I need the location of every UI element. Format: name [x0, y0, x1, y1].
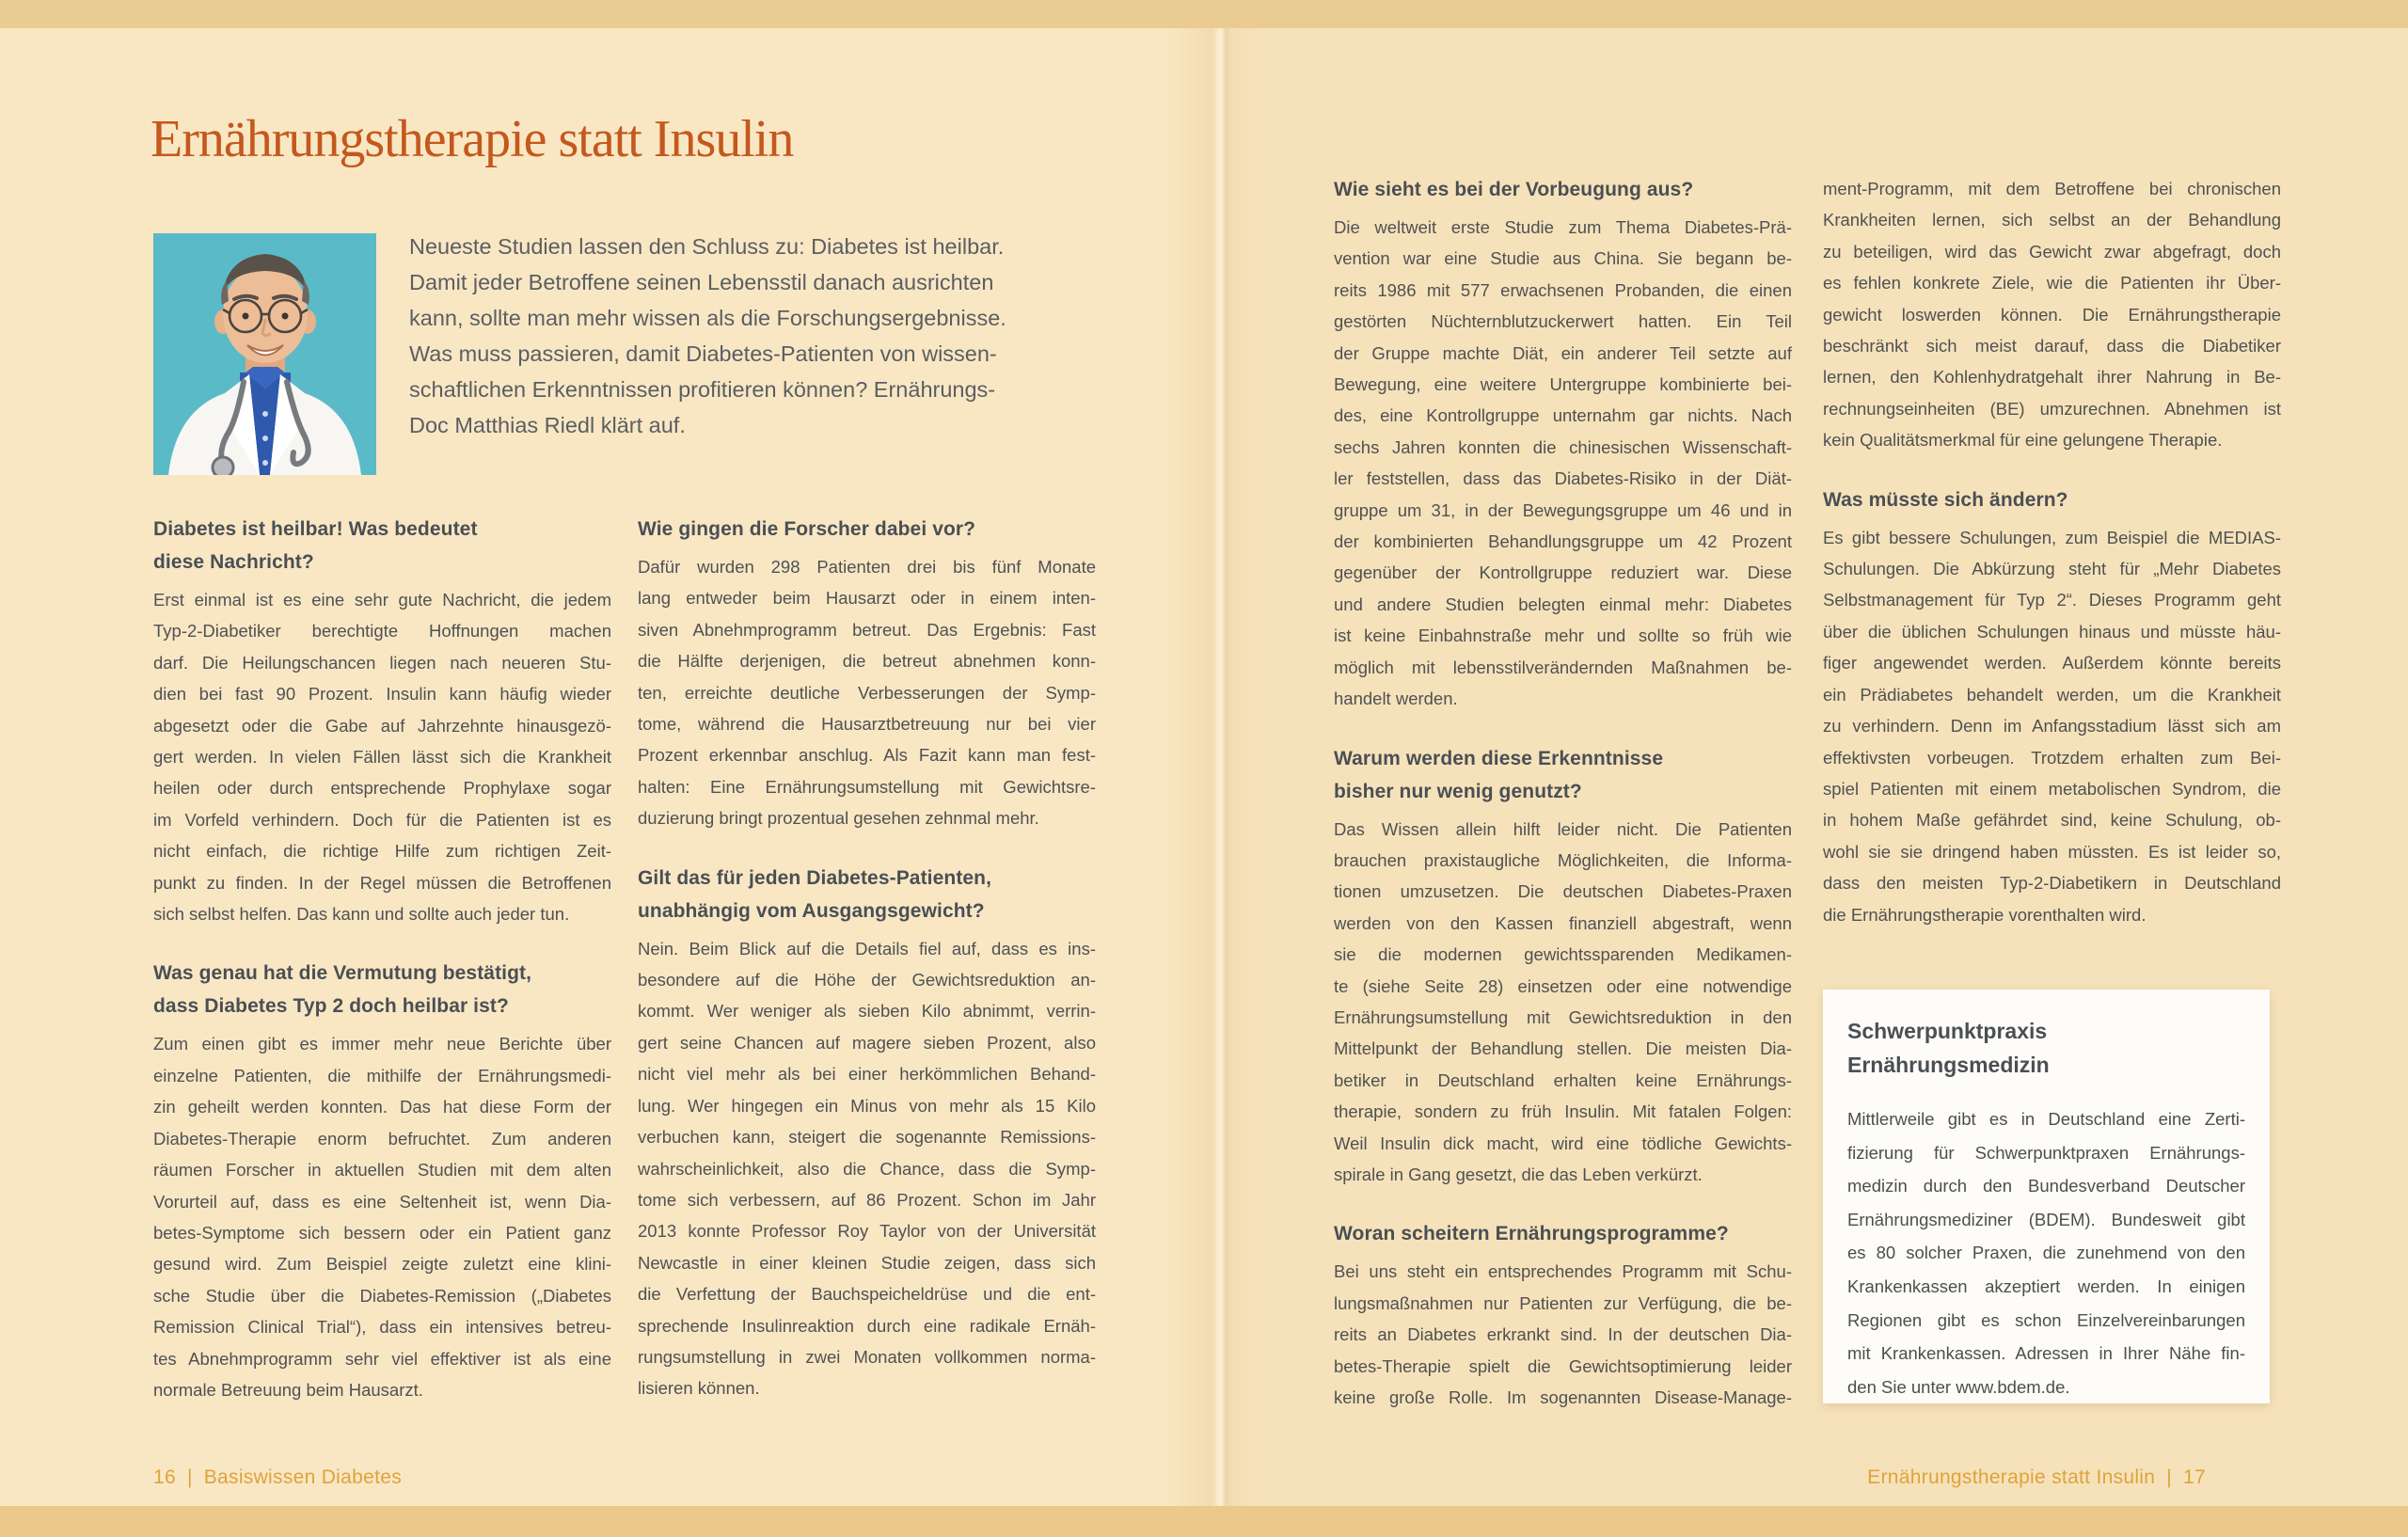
- text-line: punkt zu finden. In der Regel müssen die Betroffenen: [153, 872, 611, 893]
- article-title: Ernährungstherapie statt Insulin: [150, 110, 794, 168]
- section-heading: [1334, 173, 1792, 206]
- text-line: betes-Therapie spielt die Gewichtsoptimierung leider: [1334, 1355, 1792, 1376]
- text-line: ler feststellen, dass das Diabetes-Risiko in der Diät-: [1334, 468, 1792, 489]
- text-line: zu beteiligen, wird das Gewicht zwar abgefragt, doch: [1823, 241, 2281, 261]
- text-line: betiker in Deutschland erhalten keine Ernährungs-: [1334, 1070, 1792, 1090]
- text-line: siven Abnehmprogramm betreut. Das Ergebnis: Fast: [638, 619, 1096, 640]
- text-line: räumen Forscher in aktuellen Studien mit dem alten: [153, 1160, 611, 1180]
- text-line: rechnungseinheiten (BE) umzurechnen. Abnehmen ist: [1823, 398, 2281, 419]
- text-line: tes Abnehmprogramm sehr viel effektiver ist als eine: [153, 1348, 611, 1369]
- text-line: rungsumstellung in zwei Monaten vollkommen norma-: [638, 1346, 1096, 1367]
- heading-line: Was müsste sich ändern?: [1823, 488, 2068, 511]
- text-line: zin geheilt werden konnten. Das hat diese Form der: [153, 1097, 611, 1117]
- infobox-title-line: Schwerpunktpraxis: [1847, 1019, 2048, 1043]
- text-line: Erst einmal ist es eine sehr gute Nachricht, die jedem: [153, 590, 611, 610]
- text-line: sie die modernen gewichtssparenden Medikamen-: [1334, 944, 1792, 965]
- text-line: Krankheiten lernen, sich selbst an der Behandlung: [1823, 210, 2281, 230]
- text-line: tionen umzusetzen. Die deutschen Diabetes-Praxen: [1334, 881, 1792, 902]
- infobox-text-line: es 80 solcher Praxen, die zunehmend von den: [1847, 1243, 2245, 1263]
- text-line: ist keine Einbahnstraße mehr und sollte so früh wie: [1334, 626, 1792, 646]
- footer-divider: |: [186, 1466, 193, 1488]
- text-line: lernen, den Kohlenhydratgehalt ihrer Nahrung in Be-: [1823, 367, 2281, 388]
- left-page-column-1: [153, 513, 611, 1433]
- text-line: Selbstmanagement für Typ 2“. Dieses Programm geht: [1823, 590, 2281, 610]
- text-line: im Vorfeld verhindern. Doch für die Patienten ist es: [153, 809, 611, 830]
- section-heading: [153, 513, 611, 578]
- text-line: tome sich verbessern, auf 86 Prozent. Schon im Jahr: [638, 1189, 1096, 1210]
- text-line: abgesetzt oder die Gabe auf Jahrzehnte hinausgezö-: [153, 715, 611, 736]
- text-line: lisieren können.: [638, 1378, 760, 1399]
- heading-line: Wie gingen die Forscher dabei vor?: [638, 518, 976, 540]
- heading-line: bisher nur wenig genutzt?: [1334, 780, 1582, 802]
- text-line: die Hälfte derjenigen, die betreut abnehmen konn-: [638, 651, 1096, 672]
- text-line: gert werden. In vielen Fällen lässt sich die Krankheit: [153, 747, 611, 768]
- text-line: es fehlen konkrete Ziele, wie die Patienten ihr Über-: [1823, 273, 2281, 293]
- text-line: kein Qualitätsmerkmal für eine gelungene Therapie.: [1823, 430, 2223, 451]
- text-line: Weil Insulin dick macht, wird eine tödliche Gewichts-: [1334, 1133, 1792, 1153]
- text-line: lang entweder beim Hausarzt oder in einem inten-: [638, 588, 1096, 609]
- text-line: die Ernährungstherapie vorenthalten wird.: [1823, 904, 2147, 925]
- text-line: reits an Diabetes erkrankt sind. In der deutschen Dia-: [1334, 1324, 1792, 1345]
- author-photo: [153, 233, 376, 475]
- text-line: Newcastle in einer kleinen Studie zeigen, dass sich: [638, 1252, 1096, 1273]
- paragraph: [1823, 173, 2281, 456]
- text-line: Bewegung, eine weitere Untergruppe kombinierte bei-: [1334, 374, 1792, 395]
- heading-line: Wie sieht es bei der Vorbeugung aus?: [1334, 179, 1694, 200]
- section-heading: [1334, 742, 1792, 808]
- page-number-left: 16: [153, 1466, 176, 1488]
- text-line: Ernährungsumstellung mit Gewichtsreduktion in den: [1334, 1006, 1792, 1027]
- heading-line: Gilt das für jeden Diabetes-Patienten,: [638, 866, 992, 889]
- infobox-text-line: Ernährungsmediziner (BDEM). Bundesweit gibt: [1847, 1209, 2245, 1229]
- heading-line: Woran scheitern Ernährungsprogramme?: [1334, 1223, 1729, 1245]
- text-line: sprechende Insulinreaktion durch eine radikale Ernäh-: [638, 1315, 1096, 1336]
- footer-divider: |: [2166, 1466, 2173, 1488]
- page-edge-bottom: [0, 1506, 2408, 1537]
- text-line: beschränkt sich meist darauf, dass die Diabetiker: [1823, 336, 2281, 357]
- text-line: wahrscheinlichkeit, also die Chance, dass die Symp-: [638, 1158, 1096, 1179]
- section-heading: [153, 957, 611, 1022]
- text-line: gegenüber der Kontrollgruppe reduziert war. Diese: [1334, 563, 1792, 583]
- text-line: Mittelpunkt der Behandlung stellen. Die meisten Dia-: [1334, 1038, 1792, 1059]
- text-line: und andere Studien belegten einmal mehr: Diabetes: [1334, 594, 1792, 614]
- heading-line: diese Nachricht?: [153, 551, 314, 573]
- text-line: wohl sie sie dringend haben müssten. Es ist leider so,: [1823, 841, 2281, 862]
- paragraph: [153, 584, 611, 929]
- text-line: gesund wird. Zum Beispiel zeigte zuletzt eine klini-: [153, 1254, 611, 1275]
- text-line: nicht einfach, die richtige Hilfe zum richtigen Zeit-: [153, 841, 611, 862]
- text-line: betes-Symptome sich bessern oder ein Patient ganz: [153, 1222, 611, 1243]
- text-line: ment-Programm, mit dem Betroffene bei chronischen: [1823, 179, 2281, 198]
- infobox-body: [1847, 1102, 2245, 1403]
- text-line: Vorurteil auf, dass es eine Seltenheit ist, wenn Dia-: [153, 1191, 611, 1212]
- text-line: der Gruppe machte Diät, ein anderer Teil setzte auf: [1334, 342, 1792, 363]
- text-line: 2013 konnte Professor Roy Taylor von der Universität: [638, 1221, 1096, 1242]
- text-line: effektivsten vorbeugen. Trotzdem erhalten zum Bei-: [1823, 747, 2281, 768]
- text-line: über die üblichen Schulungen hinaus und müsste häu-: [1823, 621, 2281, 642]
- text-line: spirale in Gang gesetzt, die das Leben verkürzt.: [1334, 1164, 1703, 1184]
- text-line: die Verfettung der Bauchspeicheldrüse und die ent-: [638, 1284, 1096, 1305]
- footer-article-label: Ernährungstherapie statt Insulin: [1867, 1466, 2156, 1488]
- heading-line: dass Diabetes Typ 2 doch heilbar ist?: [153, 995, 509, 1018]
- text-line: besondere auf die Höhe der Gewichtsreduktion an-: [638, 970, 1096, 990]
- intro-line: schaftlichen Erkenntnissen profitieren können? Ernährungs-: [409, 377, 996, 402]
- text-line: der kombinierten Behandlungsgruppe um 42 Prozent: [1334, 531, 1792, 552]
- text-line: gewicht loswerden können. Die Ernährungstherapie: [1823, 304, 2281, 325]
- text-line: kommt. Wer weniger als sieben Kilo abnimmt, verrin-: [638, 1001, 1096, 1022]
- text-line: sechs Jahren konnten die chinesischen Wissenschaft-: [1334, 436, 1792, 457]
- text-line: lung. Wer hingegen ein Minus von mehr als 15 Kilo: [638, 1095, 1096, 1116]
- right-page-column-2: [1823, 173, 2281, 958]
- section-heading: [1334, 1217, 1792, 1250]
- infobox-text-line: Krankenkassen akzeptiert werden. In einigen: [1847, 1276, 2245, 1296]
- text-line: Dafür wurden 298 Patienten drei bis fünf Monate: [638, 557, 1096, 577]
- section-heading: [638, 862, 1096, 927]
- infobox-text-line: mit Krankenkassen. Adressen in Ihrer Nähe fin-: [1847, 1343, 2245, 1364]
- text-line: Bei uns steht ein entsprechendes Programm mit Schu-: [1334, 1261, 1792, 1282]
- text-line: sche Studie über die Diabetes-Remission („Diabetes: [153, 1285, 611, 1306]
- paragraph: [1334, 1256, 1792, 1413]
- text-line: Remission Clinical Trial“), dass ein intensives betreu-: [153, 1317, 611, 1338]
- text-line: Das Wissen allein hilft leider nicht. Die Patienten: [1334, 818, 1792, 839]
- text-line: handelt werden.: [1334, 689, 1458, 709]
- heading-line: Warum werden diese Erkenntnisse: [1334, 747, 1664, 769]
- infobox-title-line: Ernährungsmedizin: [1847, 1053, 2050, 1077]
- text-line: Typ-2-Diabetiker berechtigte Hoffnungen machen: [153, 621, 611, 642]
- text-line: verbuchen kann, steigert die sogenannte Remissions-: [638, 1127, 1096, 1148]
- page-edge-top: [0, 0, 2408, 28]
- text-line: keine große Rolle. Im sogenannten Disease-Manage-: [1334, 1387, 1792, 1407]
- heading-line: unabhängig vom Ausgangsgewicht?: [638, 899, 985, 922]
- heading-line: Diabetes ist heilbar! Was bedeutet: [153, 518, 478, 540]
- section-heading: [1823, 483, 2281, 516]
- text-line: dien bei fast 90 Prozent. Insulin kann häufig wieder: [153, 684, 611, 705]
- infobox-text-line: medizin durch den Bundesverband Deutscher: [1847, 1176, 2245, 1196]
- text-line: werden von den Kassen finanziell abgestraft, wenn: [1334, 912, 1792, 933]
- text-line: te (siehe Seite 28) einsetzen oder eine notwendige: [1334, 975, 1792, 996]
- paragraph: [1334, 212, 1792, 715]
- text-line: dass den meisten Typ-2-Diabetikern in Deutschland: [1823, 873, 2281, 894]
- text-line: Prozent erkennbar anschlug. Als Fazit kann man fest-: [638, 745, 1096, 766]
- intro-line: kann, sollte man mehr wissen als die Forschungsergebnisse.: [409, 306, 1006, 330]
- text-line: duzierung bringt prozentual gesehen zehnmal mehr.: [638, 808, 1039, 829]
- text-line: spiel Patienten mit einem metabolischen Syndrom, die: [1823, 778, 2281, 799]
- text-line: tome, während die Hausarztbetreuung nur bei vier: [638, 714, 1096, 735]
- text-line: brauchen praxistaugliche Möglichkeiten, die Informa-: [1334, 849, 1792, 870]
- text-line: lungsmaßnahmen nur Patienten zur Verfügung, die be-: [1334, 1292, 1792, 1313]
- text-line: in hohem Maße gefährdet sind, keine Schulung, ob-: [1823, 810, 2281, 831]
- text-line: darf. Die Heilungschancen liegen nach neueren Stu-: [153, 652, 611, 673]
- text-line: gruppe um 31, in der Bewegungsgruppe um 46 und in: [1334, 499, 1792, 520]
- infobox-text-line: den Sie unter www.bdem.de.: [1847, 1376, 2070, 1397]
- infobox-title: [1847, 1014, 2245, 1082]
- infobox-schwerpunktpraxis: [1823, 990, 2270, 1403]
- text-line: nicht viel mehr als bei einer herkömmlichen Behand-: [638, 1064, 1096, 1085]
- text-line: heilen oder durch entsprechende Prophylaxe sogar: [153, 778, 611, 799]
- text-line: des, eine Kontrollgruppe unternahm gar nichts. Nach: [1334, 405, 1792, 426]
- text-line: Zum einen gibt es immer mehr neue Berichte über: [153, 1034, 611, 1054]
- text-line: zu verhindern. Denn im Anfangsstadium lässt sich am: [1823, 716, 2281, 737]
- text-line: reits 1986 mit 577 erwachsenen Probanden, die einen: [1334, 279, 1792, 300]
- text-line: gert seine Chancen auf magere sieben Prozent, also: [638, 1032, 1096, 1053]
- footer-section-label: Basiswissen Diabetes: [203, 1466, 402, 1488]
- text-line: Schulungen. Die Abkürzung steht für „Mehr Diabetes: [1823, 559, 2281, 579]
- intro-line: Doc Matthias Riedl klärt auf.: [409, 413, 686, 437]
- paragraph: [153, 1028, 611, 1405]
- text-line: Die weltweit erste Studie zum Thema Diabetes-Prä-: [1334, 217, 1792, 237]
- page-number-right: 17: [2183, 1466, 2206, 1488]
- infobox-text-line: Regionen gibt es schon Einzelvereinbarungen: [1847, 1309, 2245, 1330]
- paragraph: [1823, 522, 2281, 930]
- text-line: halten: Eine Ernährungsumstellung mit Gewichtsre-: [638, 776, 1096, 797]
- article-intro: [409, 229, 1068, 443]
- paragraph: [1334, 814, 1792, 1191]
- heading-line: Was genau hat die Vermutung bestätigt,: [153, 962, 532, 985]
- text-line: ein Prädiabetes behandelt werden, um die Krankheit: [1823, 684, 2281, 705]
- infobox-text-line: fizierung für Schwerpunktpraxen Ernährungs-: [1847, 1142, 2245, 1163]
- intro-line: Was muss passieren, damit Diabetes-Patienten von wissen-: [409, 341, 997, 366]
- text-line: Diabetes-Therapie enorm befruchtet. Zum anderen: [153, 1128, 611, 1149]
- text-line: Es gibt bessere Schulungen, zum Beispiel die MEDIAS-: [1823, 527, 2281, 547]
- left-page-column-2: [638, 513, 1096, 1432]
- text-line: vention war eine Studie aus China. Sie begann be-: [1334, 248, 1792, 269]
- right-page-column-1: [1334, 173, 1792, 1440]
- paragraph: [638, 551, 1096, 834]
- text-line: einzelne Patienten, die mithilfe der Ernährungsmedi-: [153, 1065, 611, 1085]
- page-spine: [1212, 28, 1232, 1506]
- section-heading: [638, 513, 1096, 546]
- infobox-text-line: Mittlerweile gibt es in Deutschland eine Zerti-: [1847, 1109, 2245, 1129]
- text-line: normale Betreuung beim Hausarzt.: [153, 1379, 423, 1400]
- intro-line: Neueste Studien lassen den Schluss zu: Diabetes ist heilbar.: [409, 234, 1005, 259]
- intro-line: Damit jeder Betroffene seinen Lebensstil danach ausrichten: [409, 270, 994, 294]
- doctor-portrait-illustration: [153, 233, 376, 475]
- text-line: ten, erreichte deutliche Verbesserungen der Symp-: [638, 682, 1096, 703]
- footer-right: [1334, 1464, 2206, 1492]
- text-line: gestörten Nüchternblutzuckerwert hatten. Ein Teil: [1334, 311, 1792, 332]
- text-line: figer angewendet werden. Außerdem könnte bereits: [1823, 653, 2281, 673]
- text-line: Nein. Beim Blick auf die Details fiel auf, dass es ins-: [638, 938, 1096, 959]
- paragraph: [638, 933, 1096, 1404]
- text-line: möglich mit lebensstilverändernden Maßnahmen be-: [1334, 657, 1792, 677]
- text-line: sich selbst helfen. Das kann und sollte auch jeder tun.: [153, 904, 570, 925]
- text-line: therapie, sondern zu früh Insulin. Mit fatalen Folgen:: [1334, 1101, 1792, 1122]
- footer-left: [153, 1464, 402, 1492]
